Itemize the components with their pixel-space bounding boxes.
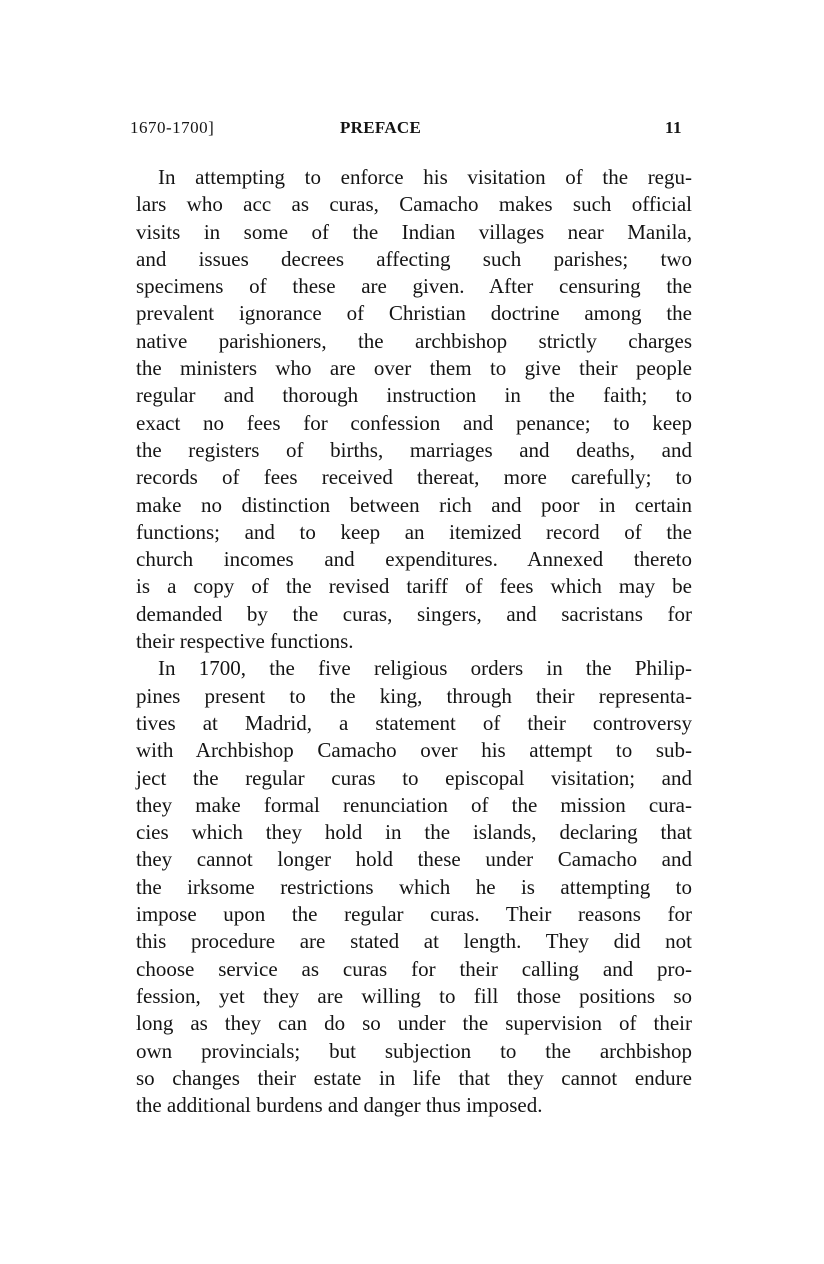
- text-line: they cannot longer hold these under Camacho and: [136, 847, 692, 872]
- text-line: exact no fees for confession and penance; to keep: [136, 410, 692, 435]
- text-line: is a copy of the revised tariff of fees which may be: [136, 574, 692, 599]
- text-line: records of fees received thereat, more carefully; to: [136, 465, 692, 490]
- text-line: ject the regular curas to episcopal visitation; and: [136, 765, 692, 790]
- running-head-date-range: 1670-1700]: [130, 118, 215, 137]
- text-line: regular and thorough instruction in the faith; to: [136, 383, 692, 408]
- text-line: the ministers who are over them to give their people: [136, 356, 692, 381]
- text-line: In 1700, the five religious orders in the Philip-: [158, 656, 692, 681]
- text-line: prevalent ignorance of Christian doctrine among the: [136, 301, 692, 326]
- text-line: the registers of births, marriages and deaths, and: [136, 437, 692, 462]
- paragraph: [136, 655, 692, 1119]
- text-line: fession, yet they are willing to fill those positions so: [136, 983, 692, 1008]
- text-line: make no distinction between rich and poor in certain: [136, 492, 692, 517]
- text-line: church incomes and expenditures. Annexed thereto: [136, 547, 692, 572]
- text-line: the additional burdens and danger thus imposed.: [136, 1093, 543, 1118]
- text-line: specimens of these are given. After censuring the: [136, 274, 692, 299]
- text-line: impose upon the regular curas. Their reasons for: [136, 902, 692, 927]
- body-text: [136, 164, 692, 1119]
- text-line: their respective functions.: [136, 629, 354, 654]
- text-line: cies which they hold in the islands, declaring that: [136, 820, 692, 845]
- text-line: this procedure are stated at length. They did not: [136, 929, 692, 954]
- text-line: pines present to the king, through their representa-: [136, 683, 692, 708]
- text-line: and issues decrees affecting such parishes; two: [136, 246, 692, 271]
- text-line: choose service as curas for their calling and pro-: [136, 956, 692, 981]
- text-line: with Archbishop Camacho over his attempt to sub-: [136, 738, 692, 763]
- text-line: functions; and to keep an itemized record of the: [136, 519, 692, 544]
- text-line: tives at Madrid, a statement of their controversy: [136, 710, 692, 735]
- text-line: visits in some of the Indian villages near Manila,: [136, 219, 692, 244]
- text-line: lars who acc as curas, Camacho makes such official: [136, 192, 692, 217]
- text-line: long as they can do so under the supervision of their: [136, 1011, 692, 1036]
- text-line: demanded by the curas, singers, and sacristans for: [136, 601, 692, 626]
- page-number: 11: [664, 118, 682, 137]
- text-line: own provincials; but subjection to the archbishop: [136, 1038, 692, 1063]
- running-head-title: PREFACE: [340, 118, 422, 137]
- text-line: they make formal renunciation of the mission cura-: [136, 792, 692, 817]
- text-line: the irksome restrictions which he is attempting to: [136, 874, 692, 899]
- paragraph: [136, 164, 692, 655]
- text-line: so changes their estate in life that they cannot endure: [136, 1065, 692, 1090]
- running-head: [130, 118, 682, 146]
- text-line: In attempting to enforce his visitation of the regu-: [158, 165, 692, 189]
- text-line: native parishioners, the archbishop strictly charges: [136, 328, 692, 353]
